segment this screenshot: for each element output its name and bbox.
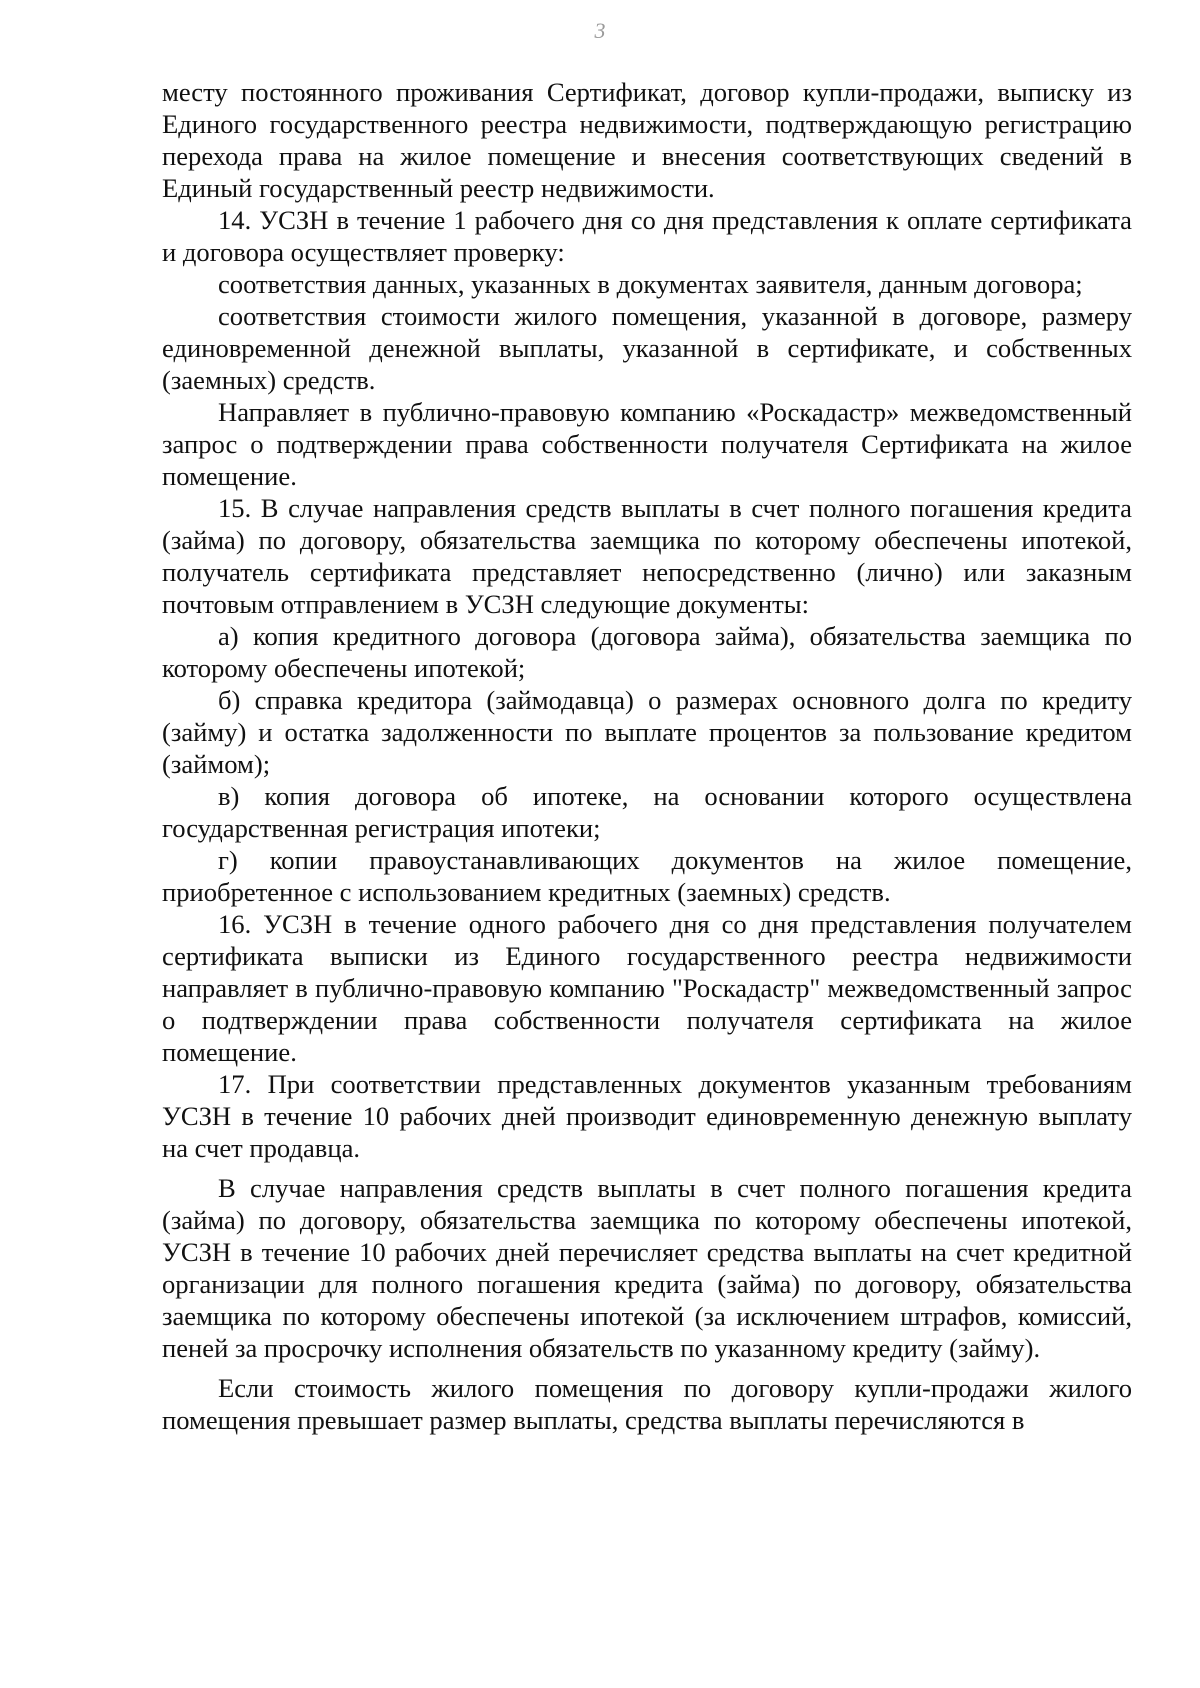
paragraph-item-15-v: в) копия договора об ипотеке, на основании которого осуществлена государственная регистрация ипотеки; [162,781,1132,843]
page-number: 3 [594,18,606,43]
paragraph-item-15-g: г) копии правоустанавливающих документов на жилое помещение, приобретенное с использованием кредитных (заемных) средств. [162,845,1132,907]
paragraph-continuation: месту постоянного проживания Сертификат, договор купли-продажи, выписку из Единого государственного реестра недвижимости, подтверждающую регистрацию перехода права на жилое помещение и внесения соответствующих сведений в Единый государственный реестр недвижимости. [162,77,1132,203]
paragraph-item-14: 14. УСЗН в течение 1 рабочего дня со дня представления к оплате сертификата и договора осуществляет проверку: [162,205,1132,267]
paragraph-item-17: 17. При соответствии представленных документов указанным требованиям УСЗН в течение 10 рабочих дней производит единовременную денежную выплату на счет продавца. [162,1069,1132,1163]
document-body [162,76,1132,1436]
paragraph-item-16: 16. УСЗН в течение одного рабочего дня со дня представления получателем сертификата выписки из Единого государственного реестра недвижимости направляет в публично-правовую компанию "Роскадастр" межведомственный запрос о подтверждении права собственности получателя сертификата на жилое помещение. [162,909,1132,1067]
paragraph-rosreestr-request: Направляет в публично-правовую компанию «Роскадастр» межведомственный запрос о подтверждении права собственности получателя Сертификата на жилое помещение. [162,397,1132,491]
paragraph-item-15: 15. В случае направления средств выплаты в счет полного погашения кредита (займа) по договору, обязательства заемщика по которому обеспечены ипотекой, получатель сертификата представляет непосредственно (лично) или заказным почтовым отправлением в УСЗН следующие документы: [162,493,1132,619]
paragraph-check-cost: соответствия стоимости жилого помещения, указанной в договоре, размеру единовременной денежной выплаты, указанной в сертификате, и собственных (заемных) средств. [162,301,1132,395]
paragraph-price-exceeds: Если стоимость жилого помещения по договору купли-продажи жилого помещения превышает размер выплаты, средства выплаты перечисляются в [162,1373,1132,1435]
paragraph-item-15-b: б) справка кредитора (займодавца) о размерах основного долга по кредиту (займу) и остатка задолженности по выплате процентов за пользование кредитом (займом); [162,685,1132,779]
paragraph-item-15-a: а) копия кредитного договора (договора займа), обязательства заемщика по которому обеспечены ипотекой; [162,621,1132,683]
paragraph-check-data: соответствия данных, указанных в документах заявителя, данным договора; [218,269,1083,299]
paragraph-credit-repayment: В случае направления средств выплаты в счет полного погашения кредита (займа) по договору, обязательства заемщика по которому обеспечены ипотекой, УСЗН в течение 10 рабочих дней перечисляет средства выплаты на счет кредитной организации для полного погашения кредита (займа) по договору, обязательства заемщика по которому обеспечены ипотекой (за исключением штрафов, комиссий, пеней за просрочку исполнения обязательств по указанному кредиту (займу). [162,1173,1132,1363]
